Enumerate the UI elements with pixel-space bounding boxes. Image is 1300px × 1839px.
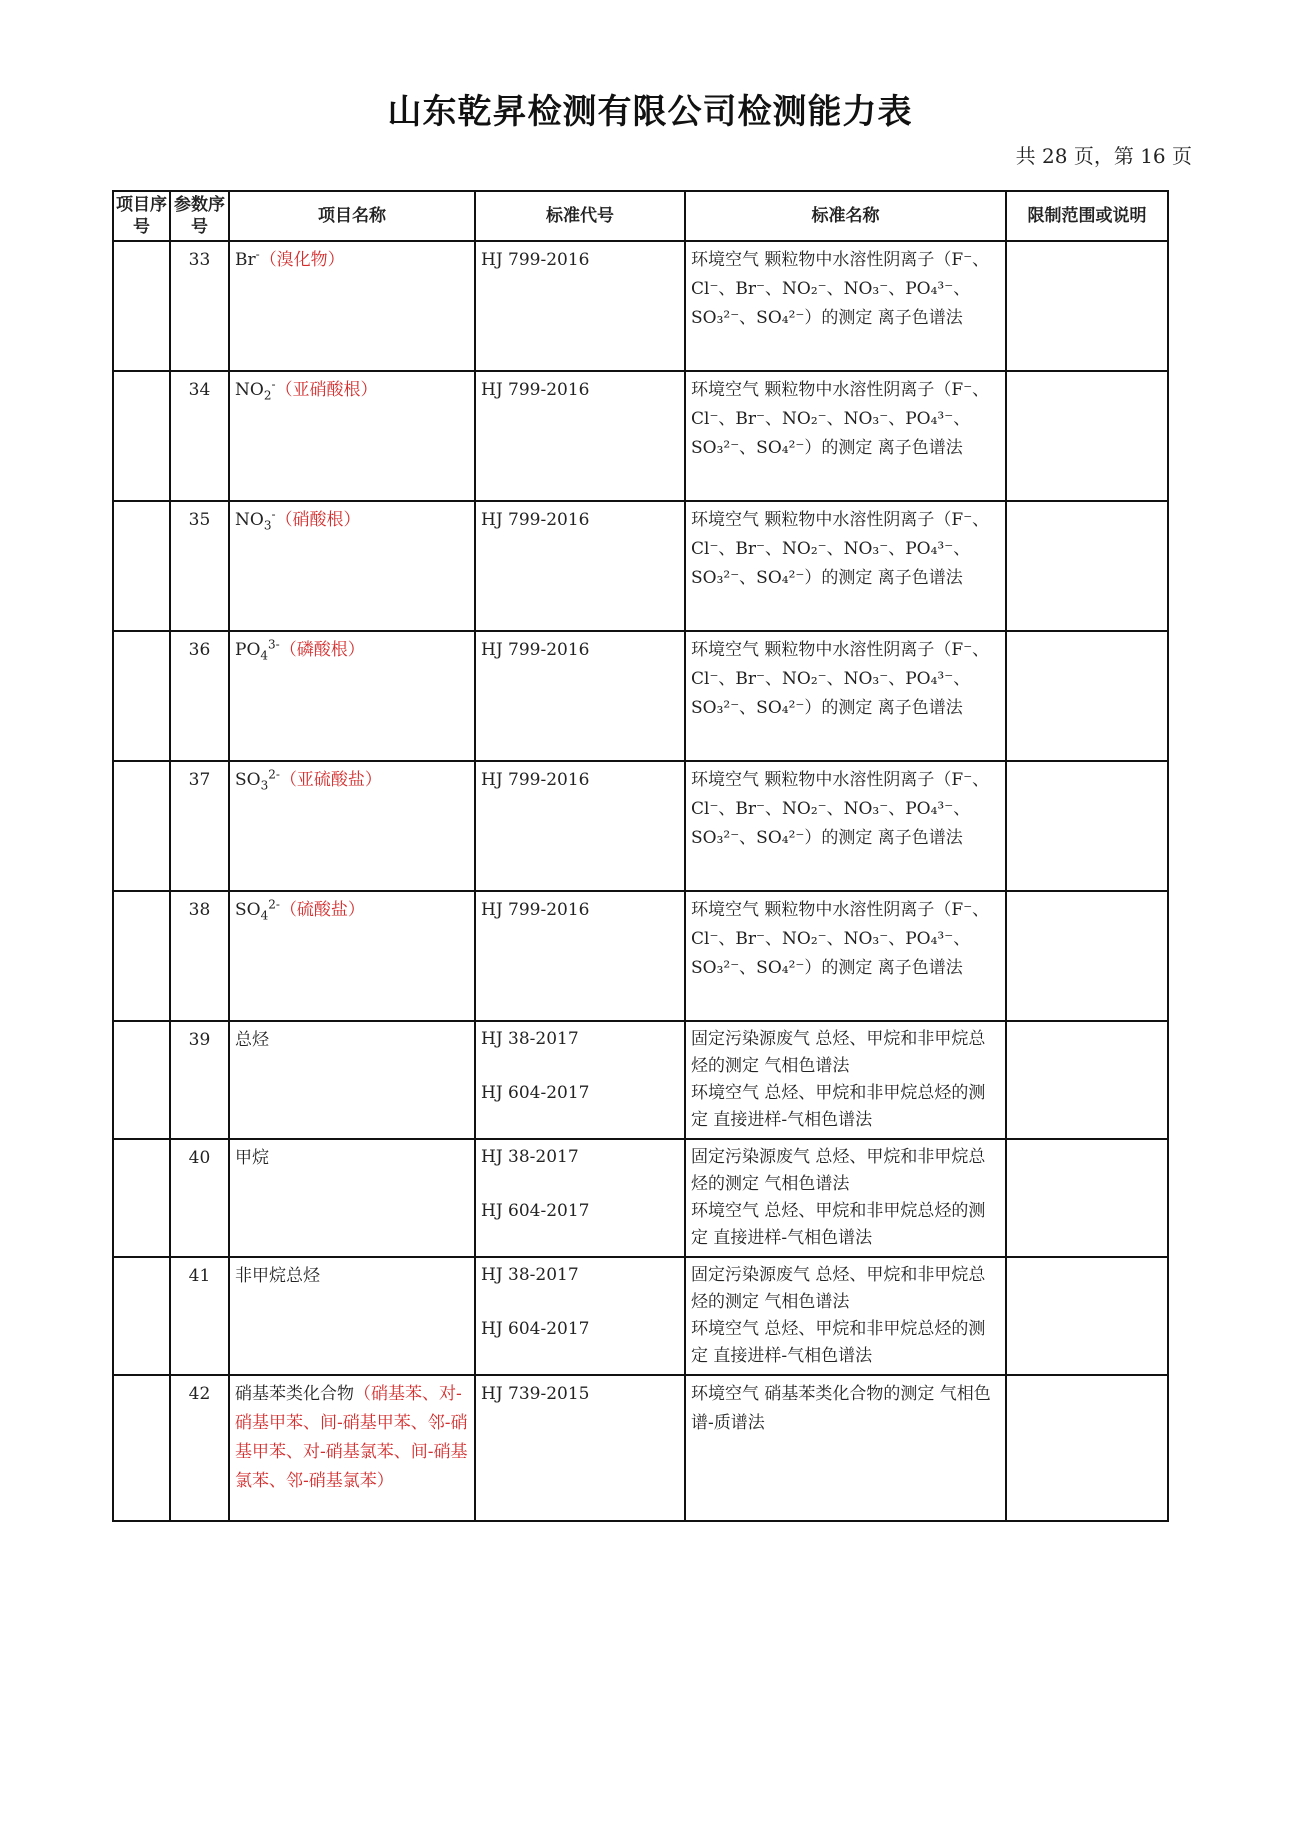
item-seq-cell: [113, 1257, 170, 1375]
table-row: [113, 631, 1168, 761]
standard-name-cell: 环境空气 硝基苯类化合物的测定 气相色谱-质谱法: [685, 1375, 1006, 1521]
standard-code-2: HJ 604-2017: [481, 1083, 590, 1103]
standard-name-cell: 环境空气 颗粒物中水溶性阴离子（F⁻、Cl⁻、Br⁻、NO₂⁻、NO₃⁻、PO₄³⁻、SO₃²⁻、SO₄²⁻）的测定 离子色谱法: [685, 761, 1006, 891]
item-name-cell: [229, 761, 475, 891]
ion-formula: Br: [235, 250, 256, 270]
param-seq-cell: 36: [170, 631, 229, 761]
limit-cell: [1006, 1139, 1168, 1257]
param-seq-cell: 42: [170, 1375, 229, 1521]
standard-name-2: 环境空气 总烃、甲烷和非甲烷总烃的测定 直接进样-气相色谱法: [691, 1201, 986, 1248]
header-item-seq: 项目序号: [113, 191, 170, 241]
item-seq-cell: [113, 1139, 170, 1257]
item-name-note: （亚硝酸根）: [275, 380, 378, 400]
standard-code-1: HJ 38-2017: [481, 1029, 579, 1049]
item-name-cell: [229, 1375, 475, 1521]
ion-charge: -: [271, 377, 276, 392]
item-name-main: 硝基苯类化合物: [235, 1384, 354, 1404]
limit-cell: [1006, 1257, 1168, 1375]
item-name-note: （亚硫酸盐）: [279, 770, 382, 790]
standard-name-2: 环境空气 总烃、甲烷和非甲烷总烃的测定 直接进样-气相色谱法: [691, 1319, 986, 1366]
ion-formula: SO: [235, 900, 261, 920]
item-seq-cell: [113, 501, 170, 631]
item-seq-cell: [113, 1021, 170, 1139]
ion-formula: SO: [235, 770, 261, 790]
ion-subscript: 2: [263, 388, 272, 403]
item-seq-cell: [113, 241, 170, 371]
standard-code-cell: HJ 799-2016: [475, 891, 685, 1021]
standard-name-1: 固定污染源废气 总烃、甲烷和非甲烷总烃的测定 气相色谱法: [691, 1265, 986, 1312]
item-name-cell: [229, 241, 475, 371]
item-name-cell: [229, 371, 475, 501]
standard-code-cell: [475, 1139, 685, 1257]
capability-table: [112, 190, 1169, 1522]
item-name-note: （溴化物）: [259, 250, 345, 270]
item-name-note: （磷酸根）: [279, 640, 365, 660]
item-name-note: （硝基苯、对-硝基甲苯、间-硝基甲苯、邻-硝基甲苯、对-硝基氯苯、间-硝基氯苯、邻-硝基氯苯）: [235, 1384, 468, 1491]
param-seq-cell: 33: [170, 241, 229, 371]
standard-name-2: 环境空气 总烃、甲烷和非甲烷总烃的测定 直接进样-气相色谱法: [691, 1083, 986, 1130]
standard-code-1: HJ 38-2017: [481, 1265, 579, 1285]
ion-subscript: 4: [260, 908, 269, 923]
table-row: [113, 761, 1168, 891]
table-row: [113, 1375, 1168, 1521]
item-seq-cell: [113, 631, 170, 761]
item-name-cell: 非甲烷总烃: [229, 1257, 475, 1375]
item-seq-cell: [113, 371, 170, 501]
limit-cell: [1006, 631, 1168, 761]
ion-charge: 2-: [268, 897, 280, 912]
standard-name-cell: 环境空气 颗粒物中水溶性阴离子（F⁻、Cl⁻、Br⁻、NO₂⁻、NO₃⁻、PO₄³⁻、SO₃²⁻、SO₄²⁻）的测定 离子色谱法: [685, 241, 1006, 371]
standard-code-cell: [475, 1021, 685, 1139]
param-seq-cell: 39: [170, 1021, 229, 1139]
standard-code-cell: HJ 799-2016: [475, 761, 685, 891]
standard-name-cell: [685, 1021, 1006, 1139]
item-name-note: （硝酸根）: [275, 510, 361, 530]
item-name-cell: [229, 631, 475, 761]
table-row: [113, 501, 1168, 631]
page-number: 共 28 页，第 16 页: [1015, 144, 1192, 168]
item-name-cell: [229, 501, 475, 631]
item-seq-cell: [113, 1375, 170, 1521]
header-standard-name: 标准名称: [685, 191, 1006, 241]
standard-name-1: 固定污染源废气 总烃、甲烷和非甲烷总烃的测定 气相色谱法: [691, 1147, 986, 1194]
item-name-cell: [229, 891, 475, 1021]
limit-cell: [1006, 241, 1168, 371]
standard-code-2: HJ 604-2017: [481, 1319, 590, 1339]
standard-name-1: 固定污染源废气 总烃、甲烷和非甲烷总烃的测定 气相色谱法: [691, 1029, 986, 1076]
ion-charge: -: [255, 247, 260, 262]
item-seq-cell: [113, 891, 170, 1021]
item-name-cell: 总烃: [229, 1021, 475, 1139]
header-param-seq: 参数序号: [170, 191, 229, 241]
standard-code-cell: [475, 1257, 685, 1375]
param-seq-cell: 38: [170, 891, 229, 1021]
standard-code-cell: HJ 799-2016: [475, 241, 685, 371]
page-title: 山东乾昇检测有限公司检测能力表: [387, 92, 913, 132]
standard-code-cell: HJ 799-2016: [475, 501, 685, 631]
ion-charge: -: [271, 507, 276, 522]
standard-name-cell: 环境空气 颗粒物中水溶性阴离子（F⁻、Cl⁻、Br⁻、NO₂⁻、NO₃⁻、PO₄³⁻、SO₃²⁻、SO₄²⁻）的测定 离子色谱法: [685, 501, 1006, 631]
ion-subscript: 3: [260, 778, 269, 793]
table-row: [113, 1257, 1168, 1375]
standard-code-cell: HJ 799-2016: [475, 631, 685, 761]
header-item-name: 项目名称: [229, 191, 475, 241]
param-seq-cell: 37: [170, 761, 229, 891]
param-seq-cell: 34: [170, 371, 229, 501]
item-name-cell: 甲烷: [229, 1139, 475, 1257]
table-row: [113, 371, 1168, 501]
ion-charge: 3-: [268, 637, 280, 652]
ion-charge: 2-: [268, 767, 280, 782]
table-row: [113, 1139, 1168, 1257]
table-row: [113, 1021, 1168, 1139]
standard-name-cell: 环境空气 颗粒物中水溶性阴离子（F⁻、Cl⁻、Br⁻、NO₂⁻、NO₃⁻、PO₄³⁻、SO₃²⁻、SO₄²⁻）的测定 离子色谱法: [685, 891, 1006, 1021]
standard-name-cell: 环境空气 颗粒物中水溶性阴离子（F⁻、Cl⁻、Br⁻、NO₂⁻、NO₃⁻、PO₄³⁻、SO₃²⁻、SO₄²⁻）的测定 离子色谱法: [685, 631, 1006, 761]
limit-cell: [1006, 1375, 1168, 1521]
item-name-note: （硫酸盐）: [279, 900, 365, 920]
standard-name-cell: [685, 1139, 1006, 1257]
ion-formula: NO: [235, 380, 264, 400]
standard-name-cell: 环境空气 颗粒物中水溶性阴离子（F⁻、Cl⁻、Br⁻、NO₂⁻、NO₃⁻、PO₄³⁻、SO₃²⁻、SO₄²⁻）的测定 离子色谱法: [685, 371, 1006, 501]
standard-code-2: HJ 604-2017: [481, 1201, 590, 1221]
header-standard-code: 标准代号: [475, 191, 685, 241]
table-row: [113, 241, 1168, 371]
standard-code-cell: HJ 799-2016: [475, 371, 685, 501]
standard-code-1: HJ 38-2017: [481, 1147, 579, 1167]
ion-subscript: 3: [263, 518, 272, 533]
table-row: [113, 891, 1168, 1021]
limit-cell: [1006, 501, 1168, 631]
ion-subscript: 4: [260, 648, 269, 663]
ion-formula: PO: [235, 640, 261, 660]
item-seq-cell: [113, 761, 170, 891]
param-seq-cell: 41: [170, 1257, 229, 1375]
standard-code-cell: HJ 739-2015: [475, 1375, 685, 1521]
limit-cell: [1006, 371, 1168, 501]
limit-cell: [1006, 1021, 1168, 1139]
table-header-row: [113, 191, 1168, 241]
param-seq-cell: 40: [170, 1139, 229, 1257]
header-limit-range: 限制范围或说明: [1006, 191, 1168, 241]
ion-formula: NO: [235, 510, 264, 530]
standard-name-cell: [685, 1257, 1006, 1375]
limit-cell: [1006, 891, 1168, 1021]
param-seq-cell: 35: [170, 501, 229, 631]
limit-cell: [1006, 761, 1168, 891]
